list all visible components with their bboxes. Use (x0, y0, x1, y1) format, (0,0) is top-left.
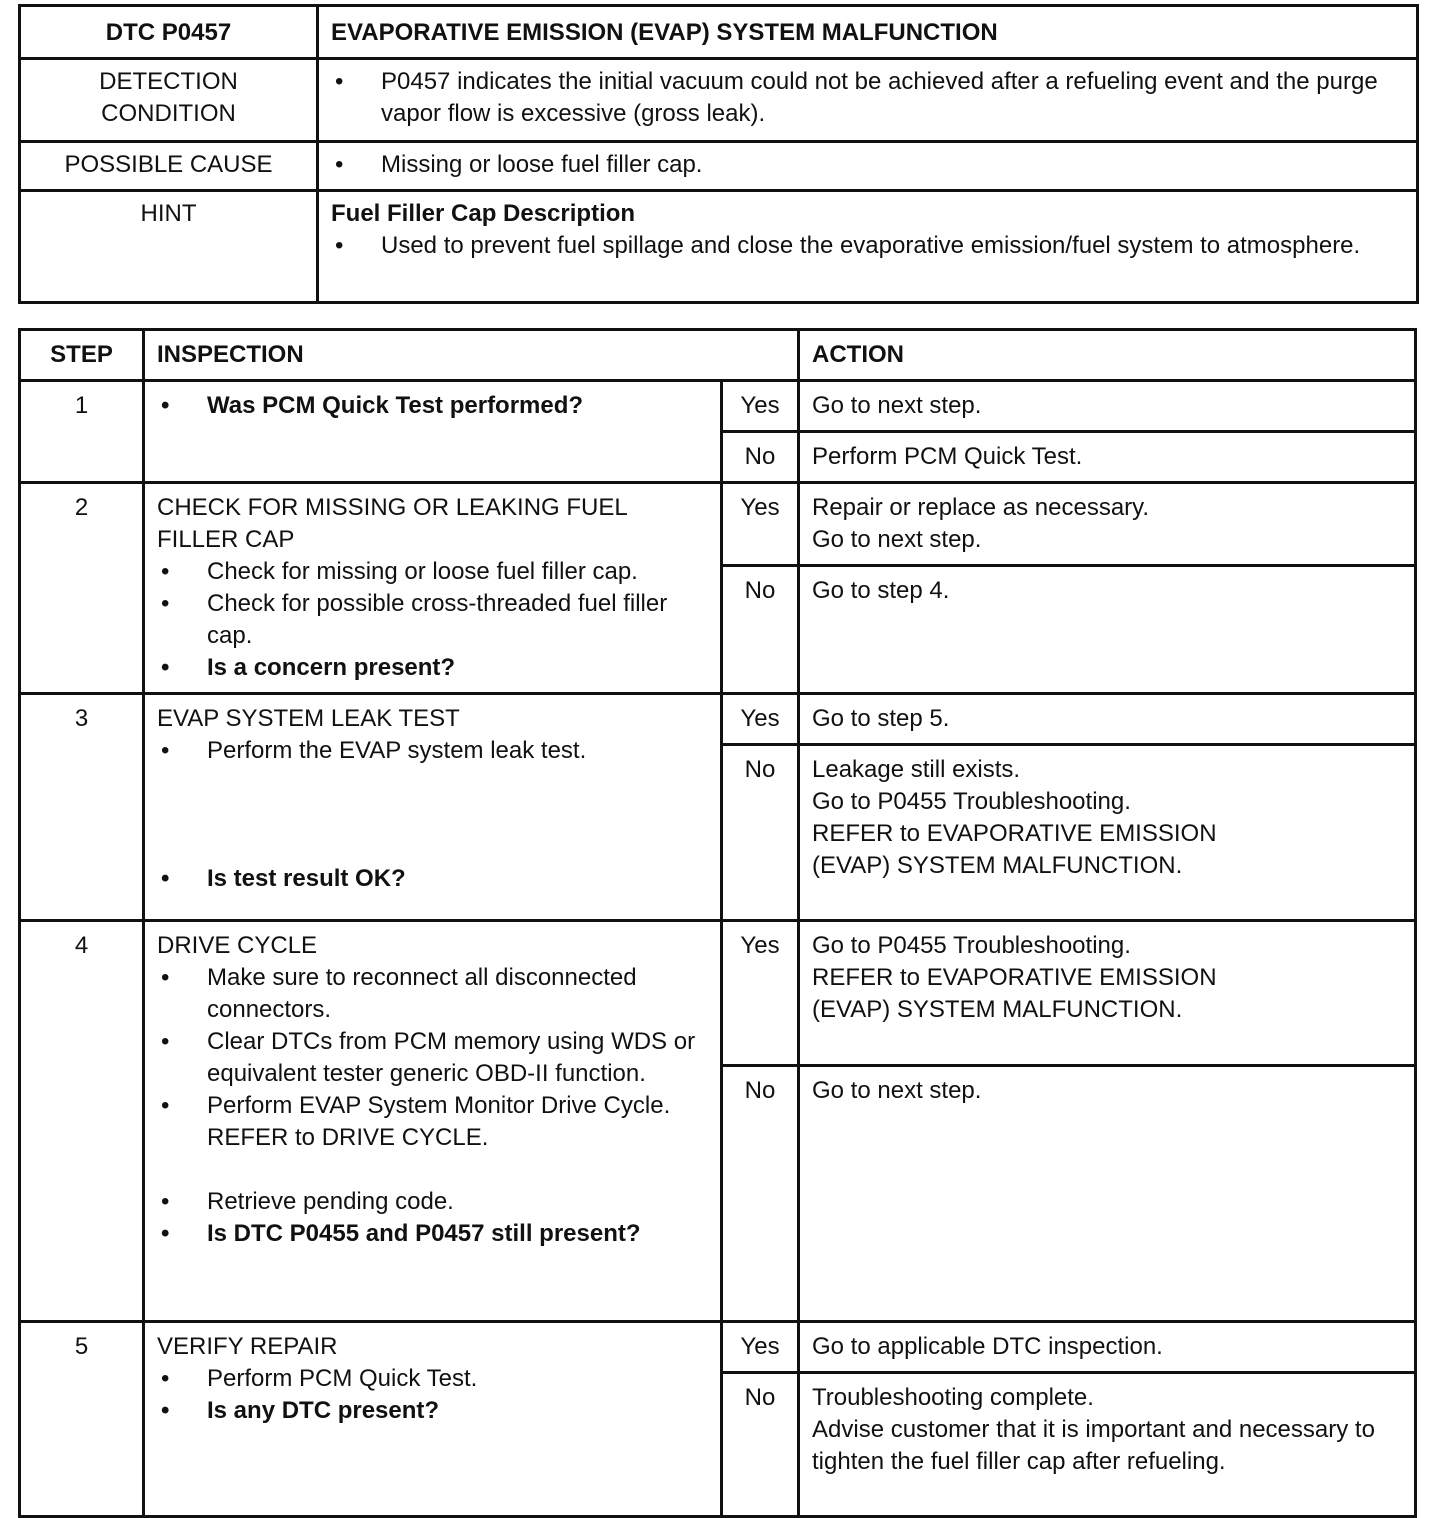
possible-cause-text (318, 142, 1418, 191)
step-2-no-label: No (722, 566, 799, 694)
step-3-yes-action: Go to step 5. (799, 694, 1416, 745)
step-2-bullet-1: • Check for missing or loose fuel filler cap. (157, 556, 708, 588)
step-4-no-action: Go to next step. (799, 1066, 1416, 1322)
step-3-number: 3 (20, 694, 144, 921)
step-3-title: EVAP SYSTEM LEAK TEST (157, 705, 460, 732)
step-3-spacer (157, 767, 708, 799)
step-5-yes-action: Go to applicable DTC inspection. (799, 1322, 1416, 1373)
step-4-bullet-3-text: Perform EVAP System Monitor Drive Cycle. (207, 1092, 671, 1119)
step-4-yes-action-line2: REFER to EVAPORATIVE EMISSION (EVAP) SYSTEM MALFUNCTION. (812, 964, 1217, 1023)
step-5-inspection (144, 1322, 722, 1517)
step-5-bullet-1: • Perform PCM Quick Test. (157, 1363, 708, 1395)
dtc-info-table (18, 4, 1419, 304)
step-3-question: • Is test result OK? (157, 863, 708, 895)
detection-label-line2: CONDITION (101, 100, 236, 127)
step-3-no-label: No (722, 745, 799, 921)
detection-condition-row (20, 59, 1418, 142)
possible-cause-label: POSSIBLE CAUSE (20, 142, 318, 191)
dtc-title: EVAPORATIVE EMISSION (EVAP) SYSTEM MALFUNCTION (318, 6, 1418, 59)
step-5-no-action-line1: Troubleshooting complete. (812, 1384, 1094, 1411)
detection-condition-text (318, 59, 1418, 142)
step-3-yes-row (20, 694, 1416, 745)
step-3-no-action-line1: Leakage still exists. (812, 756, 1021, 783)
steps-header-row (20, 330, 1416, 381)
step-1-no-action: Perform PCM Quick Test. (799, 432, 1416, 483)
hint-heading: Fuel Filler Cap Description (331, 200, 636, 227)
step-4-question: • Is DTC P0455 and P0457 still present? (157, 1218, 708, 1250)
step-3-yes-label: Yes (722, 694, 799, 745)
detection-bullet: • P0457 indicates the initial vacuum could not be achieved after a refueling event and the purge vapor flow is excessive (gross leak). (331, 66, 1404, 130)
step-2-question: • Is a concern present? (157, 652, 708, 684)
step-1-inspection (144, 381, 722, 483)
step-4-bullet-4: • Retrieve pending code. (157, 1186, 708, 1218)
step-5-no-label: No (722, 1373, 799, 1517)
step-2-yes-action-line1: Repair or replace as necessary. (812, 494, 1150, 521)
inspection-steps-table (18, 328, 1417, 1518)
step-1-question: • Was PCM Quick Test performed? (157, 390, 708, 422)
step-4-title: DRIVE CYCLE (157, 932, 318, 959)
step-4-yes-action (799, 921, 1416, 1066)
step-3-no-action (799, 745, 1416, 921)
step-2-yes-row (20, 483, 1416, 566)
step-3-spacer (157, 799, 708, 831)
step-5-question: • Is any DTC present? (157, 1395, 708, 1427)
hint-row (20, 191, 1418, 303)
inspection-column-header: INSPECTION (144, 330, 799, 381)
step-2-yes-label: Yes (722, 483, 799, 566)
dtc-header-row (20, 6, 1418, 59)
step-4-yes-action-line1: Go to P0455 Troubleshooting. (812, 932, 1131, 959)
step-3-no-action-line3: REFER to EVAPORATIVE EMISSION (EVAP) SYSTEM MALFUNCTION. (812, 820, 1217, 879)
step-3-bullet-1: • Perform the EVAP system leak test. (157, 735, 708, 767)
hint-bullet: • Used to prevent fuel spillage and close the evaporative emission/fuel system to atmosphere. (331, 230, 1404, 262)
step-3-inspection (144, 694, 722, 921)
step-4-yes-label: Yes (722, 921, 799, 1066)
step-5-no-action (799, 1373, 1416, 1517)
step-3-spacer (157, 831, 708, 863)
step-5-title: VERIFY REPAIR (157, 1333, 338, 1360)
step-4-spacer (157, 1154, 708, 1186)
step-5-yes-label: Yes (722, 1322, 799, 1373)
step-1-yes-row (20, 381, 1416, 432)
step-4-bullet-1: • Make sure to reconnect all disconnected connectors. (157, 962, 708, 1026)
step-4-bullet-2: • Clear DTCs from PCM memory using WDS or equivalent tester generic OBD-II function. (157, 1026, 708, 1090)
hint-label: HINT (20, 191, 318, 303)
step-column-header: STEP (20, 330, 144, 381)
step-4-bullet-3-ref: REFER to DRIVE CYCLE. (207, 1124, 489, 1151)
step-5-no-action-line2: Advise customer that it is important and necessary to tighten the fuel filler cap after refueling. (812, 1416, 1375, 1475)
detection-label-line1: DETECTION (99, 68, 238, 95)
step-2-title: CHECK FOR MISSING OR LEAKING FUEL FILLER CAP (157, 494, 627, 553)
step-2-yes-action-line2: Go to next step. (812, 526, 982, 553)
step-4-number: 4 (20, 921, 144, 1322)
step-2-number: 2 (20, 483, 144, 694)
hint-content (318, 191, 1418, 303)
step-1-yes-action: Go to next step. (799, 381, 1416, 432)
step-4-no-label: No (722, 1066, 799, 1322)
step-4-yes-row (20, 921, 1416, 1066)
step-5-yes-row (20, 1322, 1416, 1373)
step-1-no-label: No (722, 432, 799, 483)
step-2-bullet-2: • Check for possible cross-threaded fuel filler cap. (157, 588, 708, 652)
dtc-code: DTC P0457 (20, 6, 318, 59)
step-5-number: 5 (20, 1322, 144, 1517)
step-1-number: 1 (20, 381, 144, 483)
step-3-no-action-line2: Go to P0455 Troubleshooting. (812, 788, 1131, 815)
step-1-yes-label: Yes (722, 381, 799, 432)
step-2-no-action: Go to step 4. (799, 566, 1416, 694)
action-column-header: ACTION (799, 330, 1416, 381)
detection-condition-label (20, 59, 318, 142)
step-4-bullet-3 (157, 1090, 708, 1154)
cause-bullet: • Missing or loose fuel filler cap. (331, 149, 1404, 181)
step-2-inspection (144, 483, 722, 694)
step-4-inspection (144, 921, 722, 1322)
step-2-yes-action (799, 483, 1416, 566)
possible-cause-row (20, 142, 1418, 191)
